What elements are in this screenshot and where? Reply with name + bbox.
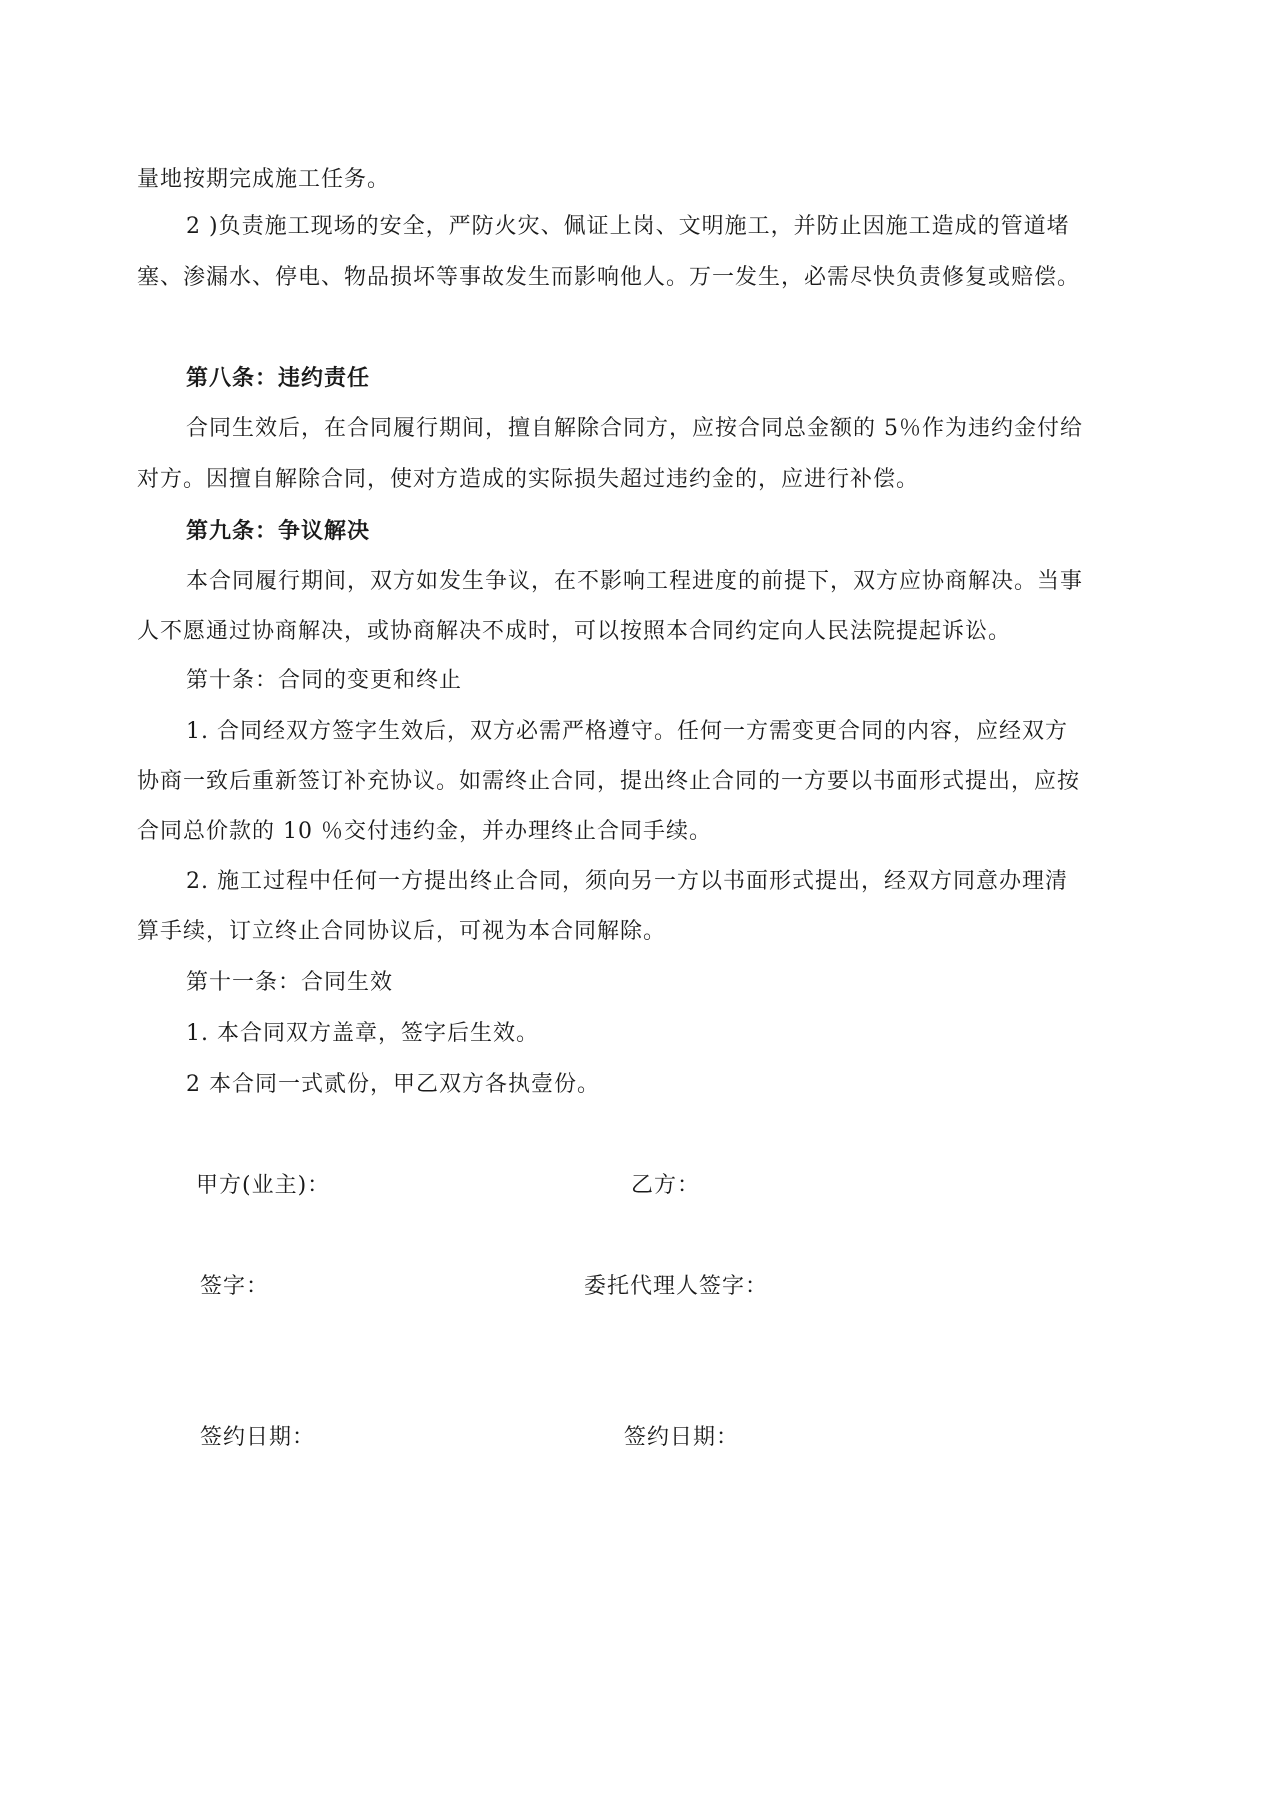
party-a-signature-label: 签字：	[200, 1274, 270, 1299]
party-a-date-label: 签约日期：	[200, 1425, 316, 1450]
paragraph-line: 算手续，订立终止合同协议后，可视为本合同解除。	[137, 919, 667, 944]
paragraph-line: 1. 合同经双方签字生效后，双方必需严格遵守。任何一方需变更合同的内容，应经双方	[186, 719, 1068, 744]
paragraph-line: 合同总价款的 10 ％交付违约金，并办理终止合同手续。	[137, 819, 712, 844]
paragraph-line: 人不愿通过协商解决，或协商解决不成时，可以按照本合同约定向人民法院提起诉讼。	[137, 619, 1012, 644]
paragraph-line: 2. 施工过程中任何一方提出终止合同，须向另一方以书面形式提出，经双方同意办理清	[186, 869, 1068, 894]
party-b-agent-signature-label: 委托代理人签字：	[584, 1274, 769, 1299]
party-b-date-label: 签约日期：	[624, 1425, 740, 1450]
article-10-title: 第十条：合同的变更和终止	[186, 668, 463, 693]
paragraph-line: 协商一致后重新签订补充协议。如需终止合同，提出终止合同的一方要以书面形式提出，应按	[137, 769, 1081, 794]
paragraph-line: 2 本合同一式贰份，甲乙双方各执壹份。	[186, 1072, 600, 1097]
article-9-title: 第九条：争议解决	[186, 518, 371, 544]
article-8-title: 第八条：违约责任	[186, 365, 371, 391]
paragraph-line: 合同生效后，在合同履行期间，擅自解除合同方，应按合同总金额的 5％作为违约金付给	[186, 416, 1083, 441]
article-11-title: 第十一条：合同生效	[186, 970, 394, 995]
paragraph-line: 量地按期完成施工任务。	[137, 167, 391, 192]
party-a-label: 甲方(业主)：	[196, 1173, 331, 1198]
paragraph-line: 对方。因擅自解除合同，使对方造成的实际损失超过违约金的，应进行补偿。	[137, 467, 920, 492]
paragraph-line: 1. 本合同双方盖章，签字后生效。	[186, 1021, 539, 1046]
paragraph-line: 塞、渗漏水、停电、物品损坏等事故发生而影响他人。万一发生，必需尽快负责修复或赔偿。	[137, 265, 1081, 290]
party-b-label: 乙方：	[631, 1173, 701, 1198]
paragraph-line: 本合同履行期间，双方如发生争议，在不影响工程进度的前提下，双方应协商解决。当事	[186, 569, 1084, 594]
paragraph-line: 2 )负责施工现场的安全，严防火灾、佩证上岗、文明施工，并防止因施工造成的管道堵	[186, 214, 1070, 239]
